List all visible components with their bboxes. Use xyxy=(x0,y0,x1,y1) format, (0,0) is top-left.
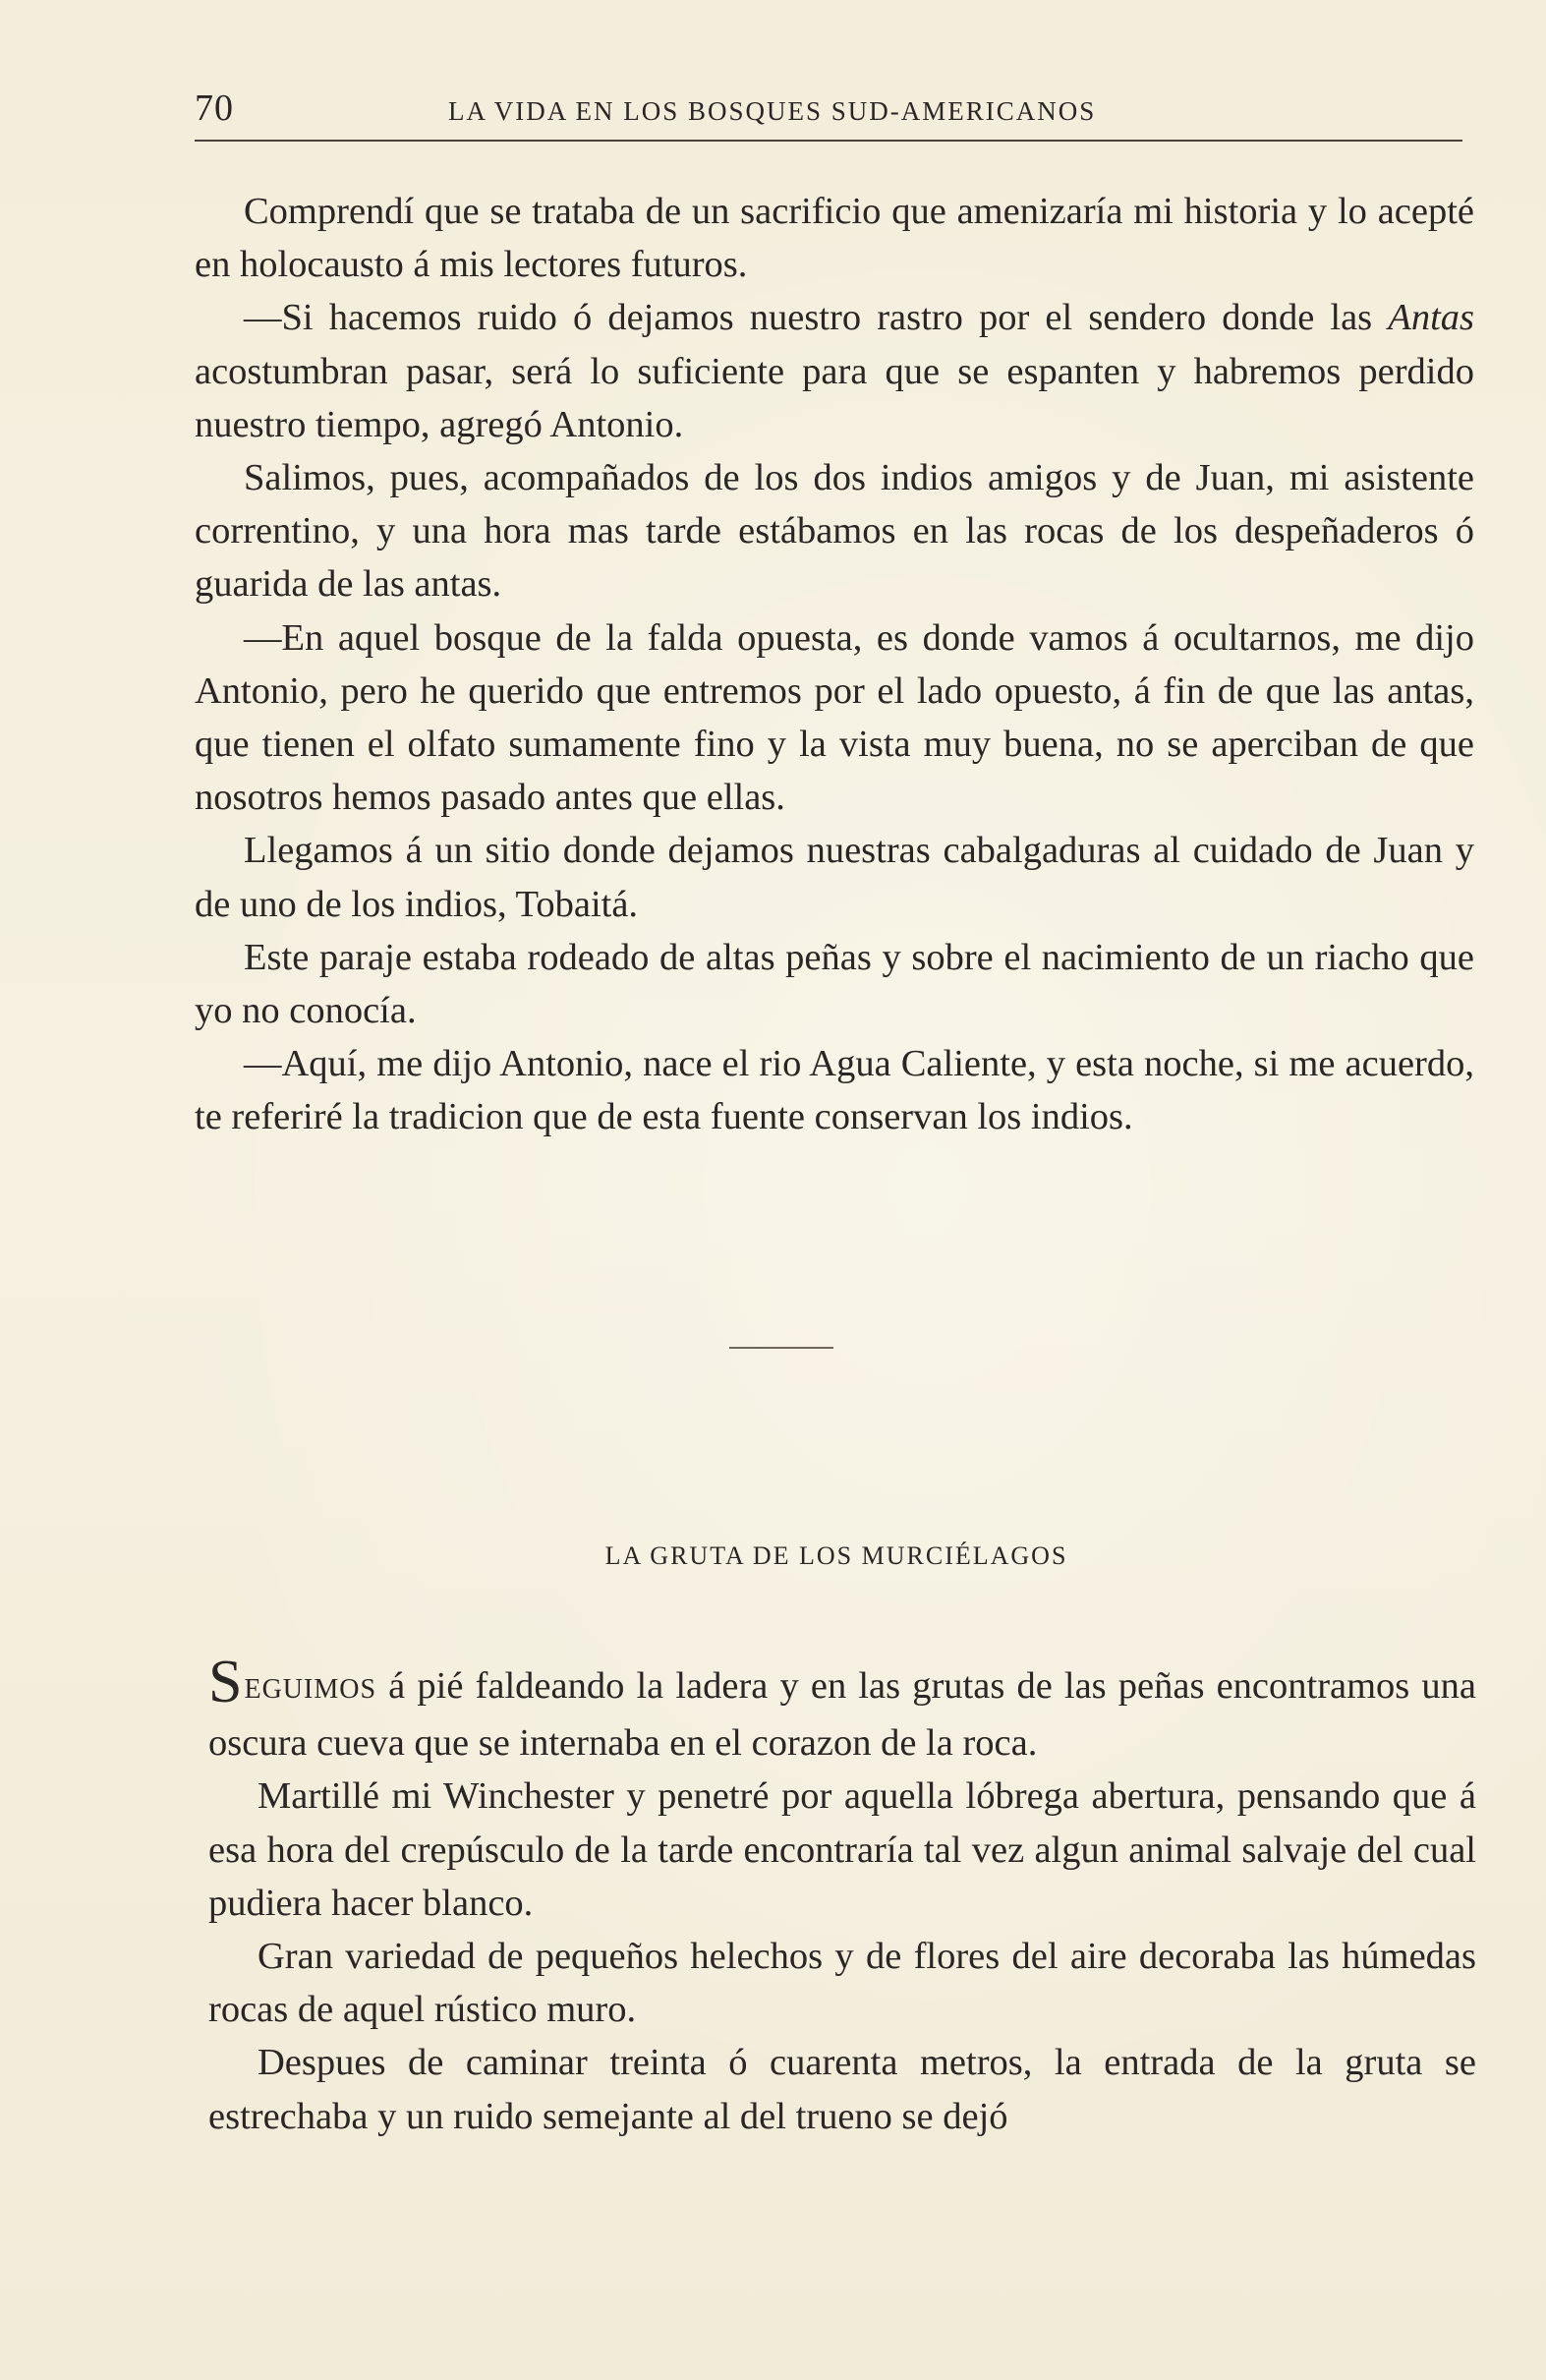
body-text xyxy=(195,185,1474,1144)
paragraph: Despues de caminar treinta ó cuarenta metros, la entrada de la gruta se estrechaba y un ruido semejante al del trueno se dejó xyxy=(208,2042,1476,2137)
paragraph-text: acostumbran pasar, será lo suficiente para que se espanten y habremos perdido nuestro tiempo, agregó Antonio. xyxy=(195,350,1474,445)
small-caps-word: EGUIMOS xyxy=(244,1674,377,1705)
paragraph: Comprendí que se trataba de un sacrificio que amenizaría mi historia y lo acepté en holocausto á mis lectores futuros. xyxy=(195,191,1474,286)
running-head: LA VIDA EN LOS BOSQUES SUD-AMERICANOS xyxy=(448,96,1097,126)
paragraph: Este paraje estaba rodeado de altas peñas y sobre el nacimiento de un riacho que yo no conocía. xyxy=(195,936,1474,1032)
paragraph: Llegamos á un sitio donde dejamos nuestras cabalgaduras al cuidado de Juan y de uno de los indios, Tobaitá. xyxy=(195,830,1474,925)
opening-paragraph xyxy=(208,1649,1476,1770)
drop-cap: S xyxy=(208,1649,243,1715)
paragraph-text: —Si hacemos ruido ó dejamos nuestro rastro por el sendero donde las xyxy=(244,297,1389,339)
italic-term: Antas xyxy=(1388,297,1474,339)
paragraph-text: á pié faldeando la ladera y en las grutas de las peñas encontramos una oscura cueva que se internaba en el corazon de la roca. xyxy=(208,1665,1476,1765)
paragraph: Gran variedad de pequeños helechos y de flores del aire decoraba las húmedas rocas de aquel rústico muro. xyxy=(208,1936,1476,2031)
header-rule xyxy=(195,140,1462,142)
page-header xyxy=(195,81,1462,140)
page-number: 70 xyxy=(195,87,234,129)
paragraph xyxy=(195,291,1474,451)
paragraph: —Aquí, me dijo Antonio, nace el rio Agua Caliente, y esta noche, si me acuerdo, te referiré la tradicion que de esta fuente conservan los indios. xyxy=(195,1043,1474,1138)
section-title: LA GRUTA DE LOS MURCIÉLAGOS xyxy=(604,1541,1068,1570)
section-divider xyxy=(729,1347,833,1349)
paragraph: Salimos, pues, acompañados de los dos indios amigos y de Juan, mi asistente correntino, y una hora mas tarde estábamos en las rocas de los despeñaderos ó guarida de las antas. xyxy=(195,457,1474,606)
section-body-text xyxy=(208,1649,1476,2143)
paragraph: —En aquel bosque de la falda opuesta, es donde vamos á ocultarnos, me dijo Antonio, pero he querido que entremos por el lado opuesto, á fin de que las antas, que tienen el olfato sumamente fino y la vista muy buena, no se aperciban de que nosotros hemos pasado antes que ellas. xyxy=(195,616,1474,819)
paragraph: Martillé mi Winchester y penetré por aquella lóbrega abertura, pensando que á esa hora del crepúsculo de la tarde encontraría tal vez algun animal salvaje del cual pudiera hacer blanco. xyxy=(208,1775,1476,1924)
